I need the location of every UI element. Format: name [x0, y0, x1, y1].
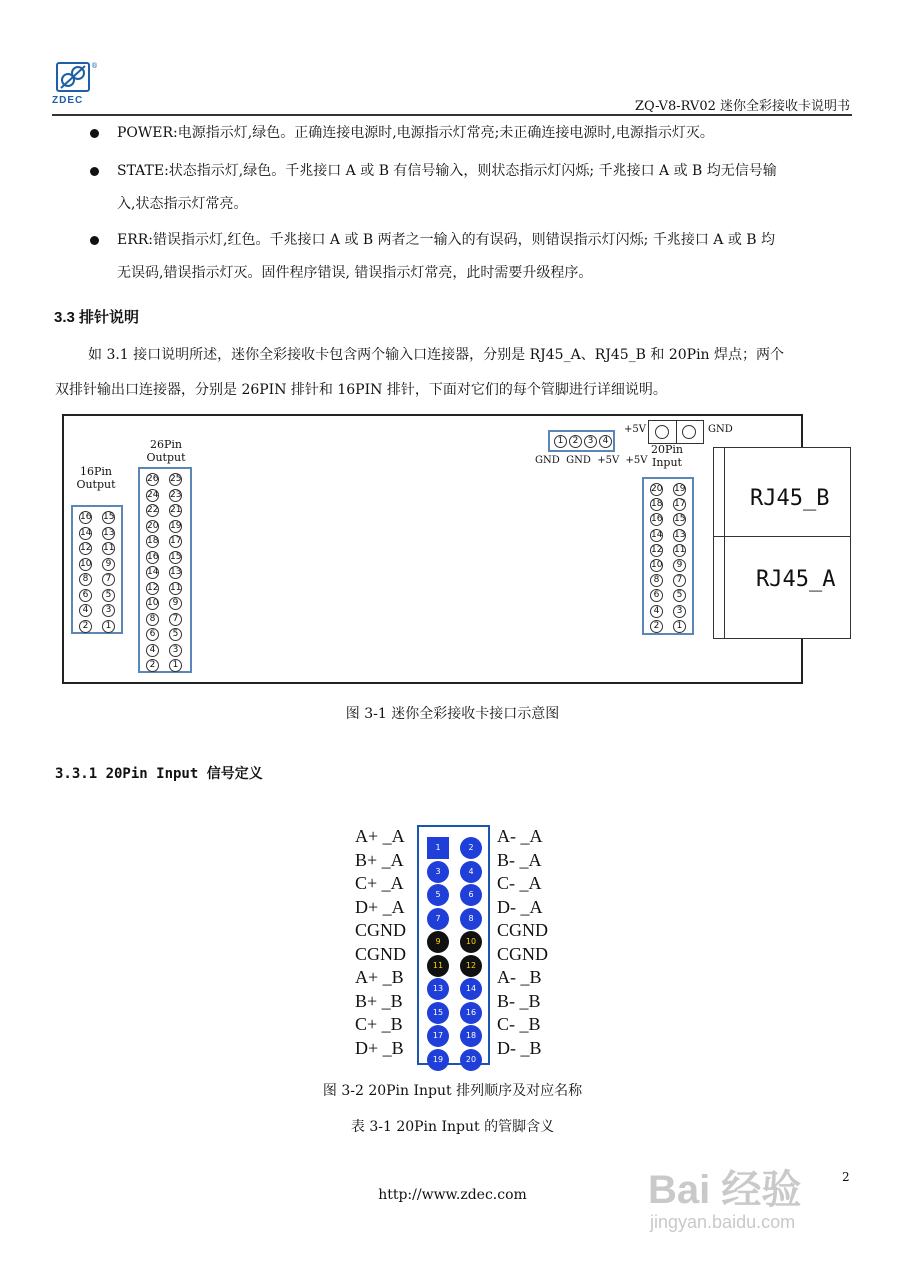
power-pin-labels: GND GND +5V +5V [535, 455, 648, 466]
connector-pin-6: 6 [460, 884, 482, 906]
pin-20: 20 [147, 520, 159, 531]
connector-pin-8: 8 [460, 908, 482, 930]
pin-26: 26 [147, 474, 159, 484]
pin-3: 3 [673, 605, 686, 618]
label-20pin-line1: 20Pin [650, 443, 683, 456]
pin-11: 11 [674, 544, 686, 555]
pin-23: 23 [170, 489, 182, 500]
pin-13: 13 [103, 527, 115, 538]
connector-pin-5: 5 [427, 884, 449, 906]
pin-8: 8 [146, 613, 159, 626]
table-3-1-caption: 表 3-1 20Pin Input 的管脚含义 [350, 1119, 555, 1135]
label-26pin-line1: 26Pin [149, 438, 182, 451]
pin-21: 21 [170, 505, 182, 515]
connector-pin-4: 4 [460, 861, 482, 883]
signal-left-5: C+ _A [355, 873, 404, 893]
pin-19: 19 [674, 484, 686, 494]
pin-7: 7 [102, 573, 115, 586]
watermark-logo: Bai 经验 [648, 1168, 802, 1212]
power-pin-3: 3 [584, 435, 597, 448]
pin-8: 8 [79, 573, 92, 586]
pin-3: 3 [102, 604, 115, 617]
rj45-a-port [713, 536, 851, 639]
connector-20pin-diagram [417, 825, 490, 1065]
connector-pin-7: 7 [427, 908, 449, 930]
connector-pin-3: 3 [427, 861, 449, 883]
label-20pin [647, 443, 687, 469]
pin-8: 8 [650, 574, 663, 587]
power-terminal [648, 420, 704, 444]
pin-16: 16 [651, 514, 663, 525]
pin-15: 15 [170, 551, 182, 562]
signal-right-20: D- _B [497, 1037, 542, 1058]
connector-pin-19: 19 [427, 1049, 449, 1071]
pin-3: 3 [169, 644, 182, 657]
pin-14: 14 [147, 567, 159, 577]
rj45-b-port [713, 447, 851, 537]
pin-14: 14 [651, 529, 663, 540]
signal-left-11: CGND [355, 943, 407, 964]
signal-left-9: CGND [355, 920, 407, 940]
connector-pin-11: 11 [427, 955, 449, 977]
connector-pin-13: 13 [427, 978, 449, 1000]
pin-5: 5 [102, 589, 115, 602]
pin-11: 11 [103, 543, 115, 553]
connector-pin-16: 16 [460, 1002, 482, 1024]
pin-5: 5 [673, 589, 686, 602]
pin-25: 25 [170, 474, 182, 484]
signal-left-13: A+ _B [355, 967, 404, 987]
bullet-err-line2: 无误码,错误指示灯灭。固件程序错误, 错误指示灯常亮，此时需要升级程序。 [117, 265, 593, 281]
header-16pin [71, 505, 123, 634]
label-16pin-line1: 16Pin [79, 465, 112, 478]
signal-right-4: B- _A [497, 849, 542, 870]
signal-left-7: D+ _A [355, 896, 405, 917]
signal-right-2: A- _A [497, 826, 543, 846]
logo-icon [58, 64, 88, 90]
signal-right-8: D- _A [497, 896, 543, 917]
section-heading-3-3-1: 3.3.1 20Pin Input 信号定义 [55, 766, 263, 782]
pin-4: 4 [146, 644, 159, 657]
signal-right-18: C- _B [497, 1014, 541, 1034]
bullet-icon [90, 236, 99, 245]
pin-10: 10 [147, 598, 159, 608]
rj45-a-label: RJ45_A [756, 567, 836, 592]
page-number: 2 [842, 1170, 850, 1184]
pin-15: 15 [103, 512, 115, 522]
pin-20: 20 [651, 484, 663, 494]
pin-9: 9 [102, 558, 115, 571]
signal-left-15: B+ _B [355, 990, 403, 1011]
label-16pin-line2: Output [76, 478, 116, 491]
terminal-hole [682, 425, 696, 439]
power-pin-header [548, 430, 615, 452]
pin-2: 2 [146, 659, 159, 672]
signal-left-3: B+ _A [355, 849, 404, 870]
label-26pin [140, 438, 192, 464]
logo-registered-mark: ® [91, 62, 98, 70]
rj45-b-label: RJ45_B [750, 486, 830, 511]
connector-pin-18: 18 [460, 1025, 482, 1047]
header-20pin [642, 477, 694, 635]
terminal-hole [655, 425, 669, 439]
connector-pin-14: 14 [460, 978, 482, 1000]
connector-pin-1: 1 [427, 837, 449, 859]
label-20pin-line2: Input [652, 456, 682, 469]
connector-pin-10: 10 [460, 931, 482, 953]
logo [56, 62, 90, 92]
header-26pin [138, 467, 192, 673]
pin-13: 13 [170, 567, 182, 577]
connector-pin-15: 15 [427, 1002, 449, 1024]
connector-pin-20: 20 [460, 1049, 482, 1071]
pin-6: 6 [79, 589, 92, 602]
pin-12: 12 [80, 543, 92, 553]
pin-17: 17 [170, 536, 182, 546]
bullet-icon [90, 167, 99, 176]
footer-url[interactable]: http://www.zdec.com [378, 1187, 527, 1203]
pin-4: 4 [650, 605, 663, 618]
logo-text: ZDEC [52, 95, 84, 106]
pin-12: 12 [651, 544, 663, 555]
signal-right-14: A- _B [497, 967, 542, 987]
label-16pin [73, 465, 119, 491]
pin-24: 24 [147, 489, 159, 500]
signal-right-6: C- _A [497, 873, 542, 893]
pin-16: 16 [147, 551, 159, 562]
section-heading-3-3: 3.3 排针说明 [54, 309, 140, 326]
gnd-label: GND [708, 424, 733, 435]
figure-3-1-caption: 图 3-1 迷你全彩接收卡接口示意图 [345, 706, 560, 722]
pin-18: 18 [147, 536, 159, 546]
pin-5: 5 [169, 628, 182, 641]
pin-1: 1 [169, 659, 182, 672]
pin-10: 10 [80, 558, 92, 569]
plus5v-label: +5V [624, 424, 646, 435]
signal-right-12: CGND [497, 943, 549, 964]
bullet-icon [90, 129, 99, 138]
pin-6: 6 [146, 628, 159, 641]
section-3-3-para-line1: 如 3.1 接口说明所述，迷你全彩接收卡包含两个输入口连接器，分别是 RJ45_A、RJ45_B 和 20Pin 焊点；两个 [88, 347, 785, 363]
pin-1: 1 [673, 620, 686, 633]
pin-16: 16 [80, 512, 92, 522]
pin-14: 14 [80, 527, 92, 538]
pin-2: 2 [650, 620, 663, 633]
pin-9: 9 [673, 559, 686, 572]
pin-15: 15 [674, 514, 686, 525]
pin-11: 11 [170, 582, 182, 593]
connector-pin-9: 9 [427, 931, 449, 953]
pin-4: 4 [79, 604, 92, 617]
signal-left-19: D+ _B [355, 1037, 404, 1058]
figure-3-2-caption: 图 3-2 20Pin Input 排列顺序及对应名称 [322, 1083, 583, 1099]
header-divider [52, 114, 852, 116]
doc-title: ZQ-V8-RV02 迷你全彩接收卡说明书 [634, 99, 850, 114]
watermark-url: jingyan.baidu.com [650, 1212, 796, 1232]
pin-12: 12 [147, 582, 159, 593]
pin-7: 7 [169, 613, 182, 626]
section-3-3-para-line2: 双排针输出口连接器，分别是 26PIN 排针和 16PIN 排针，下面对它们的每个管脚进行详细说明。 [55, 382, 667, 398]
connector-pin-12: 12 [460, 955, 482, 977]
pin-22: 22 [147, 505, 159, 515]
pin-17: 17 [674, 499, 686, 510]
pin-2: 2 [79, 620, 92, 633]
pin-7: 7 [673, 574, 686, 587]
signal-right-10: CGND [497, 920, 549, 940]
pin-13: 13 [674, 529, 686, 540]
bullet-state-line1: STATE:状态指示灯,绿色。千兆接口 A 或 B 有信号输入，则状态指示灯闪烁; 千兆接口 A 或 B 均无信号输 [117, 163, 777, 179]
pin-1: 1 [102, 620, 115, 633]
rj45-bevel [713, 447, 725, 639]
power-pin-4: 4 [599, 435, 612, 448]
signal-left-17: C+ _B [355, 1014, 403, 1034]
bullet-power: POWER:电源指示灯,绿色。正确连接电源时,电源指示灯常亮;未正确连接电源时,电源指示灯灭。 [117, 125, 714, 141]
power-pin-2: 2 [569, 435, 582, 448]
bullet-state-line2: 入,状态指示灯常亮。 [117, 196, 248, 212]
label-26pin-line2: Output [146, 451, 186, 464]
pin-9: 9 [169, 597, 182, 610]
power-pin-1: 1 [554, 435, 567, 448]
connector-pin-2: 2 [460, 837, 482, 859]
pin-18: 18 [651, 499, 663, 510]
connector-pin-17: 17 [427, 1025, 449, 1047]
pin-19: 19 [170, 520, 182, 531]
signal-left-1: A+ _A [355, 826, 405, 846]
pin-10: 10 [651, 560, 663, 570]
signal-right-16: B- _B [497, 990, 541, 1011]
bullet-err-line1: ERR:错误指示灯,红色。千兆接口 A 或 B 两者之一输入的有误码，则错误指示灯闪烁; 千兆接口 A 或 B 均 [117, 232, 776, 248]
pin-6: 6 [650, 589, 663, 602]
